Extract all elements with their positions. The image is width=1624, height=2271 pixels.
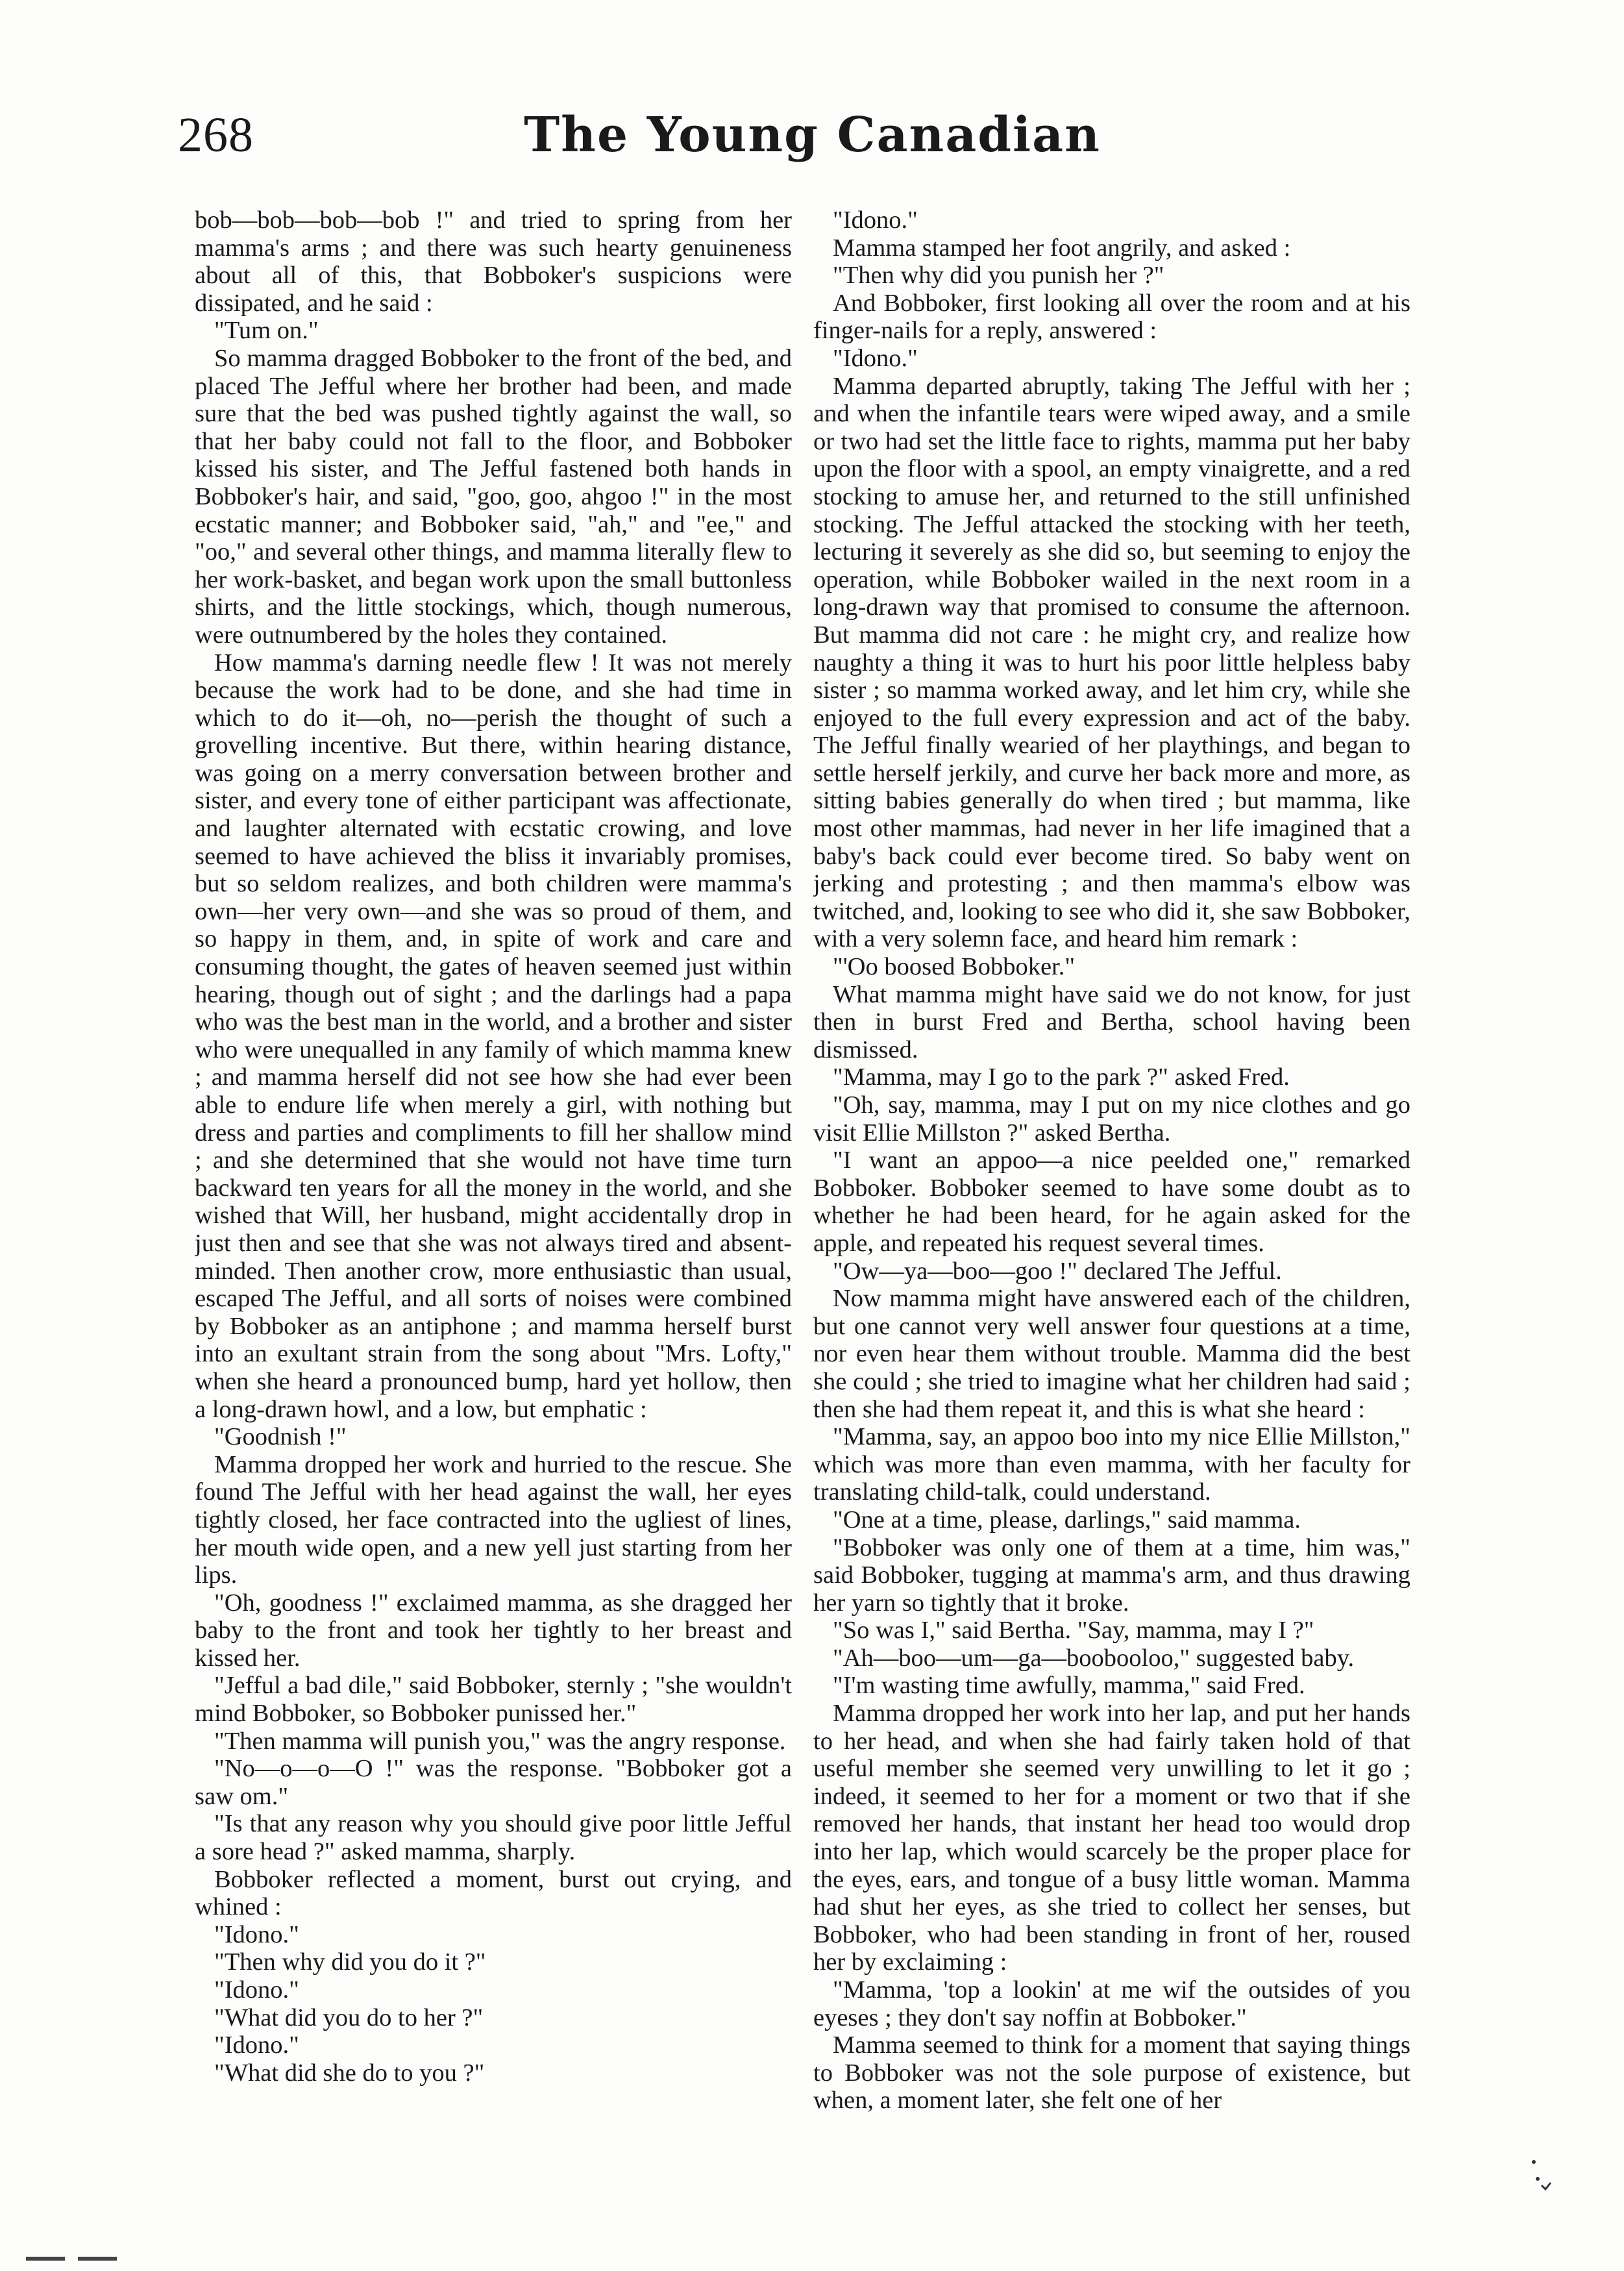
paragraph: Mamma seemed to think for a moment that saying things to Bobboker was not the sole purpose of existence, but when, a moment later, she felt one of her [813, 2031, 1410, 2115]
right-column [813, 206, 1410, 2187]
paragraph: "No—o—o—O !" was the response. "Bobboker got a saw om." [195, 1755, 792, 1810]
paragraph: "Then why did you punish her ?" [833, 262, 1164, 290]
paragraph: "I want an appoo—a nice peelded one," remarked Bobboker. Bobboker seemed to have some doubt as to whether he had been heard, for he again asked for the apple, and repeated his request several times. [813, 1147, 1410, 1257]
paragraph: "Oh, goodness !" exclaimed mamma, as she dragged her baby to the front and took her tightly to her breast and kissed her. [195, 1589, 792, 1672]
paragraph: So mamma dragged Bobboker to the front of the bed, and placed The Jefful where her brother had been, and made sure that the bed was pushed tightly against the wall, so that her baby could not fall to the floor, and Bobboker kissed his sister, and The Jefful fastened both hands in Bobboker's hair, and said, "goo, goo, ahgoo !" in the most ecstatic manner; and Bobboker said, "ah," and "ee," and "oo," and several other things, and mamma literally flew to her work-basket, and began work upon the small buttonless shirts, and the little stockings, which, though numerous, were outnumbered by the holes they contained. [195, 344, 792, 649]
paragraph: Mamma stamped her foot angrily, and asked : [833, 234, 1291, 262]
paragraph: "Ow—ya—boo—goo !" declared The Jefful. [833, 1257, 1282, 1285]
paragraph: "Bobboker was only one of them at a time, him was," said Bobboker, tugging at mamma's arm, and thus drawing her yarn so tightly that it broke. [813, 1533, 1410, 1617]
paragraph: "Then mamma will punish you," was the angry response. [214, 1727, 786, 1755]
paragraph: "Jefful a bad dile," said Bobboker, sternly ; "she wouldn't mind Bobboker, so Bobboker punissed her." [195, 1672, 792, 1728]
paragraph: "Then why did you do it ?" [214, 1948, 486, 1976]
paragraph: "Idono." [214, 1920, 299, 1948]
paragraph: "Mamma, 'top a lookin' at me wif the outsides of you eyeses ; they don't say noffin at Bobboker." [813, 1976, 1410, 2031]
paragraph: "One at a time, please, darlings," said mamma. [833, 1506, 1301, 1533]
paragraph: Mamma departed abruptly, taking The Jefful with her ; and when the infantile tears were wiped away, and a smile or two had set the little face to rights, mamma put her baby upon the floor with a spool, an empty vinaigrette, and a red stocking to amuse her, and returned to the still unfinished stocking. The Jefful attacked the stocking with her teeth, lecturing it severely as she did so, but seeming to enjoy the operation, while Bobboker wailed in the next room in a long-drawn way that promised to consume the afternoon. But mamma did not care : he might cry, and realize how naughty a thing it was to hurt his poor little helpless baby sister ; so mamma worked away, and let him cry, while she enjoyed to the full every expression and act of the baby. The Jefful finally wearied of her playthings, and began to settle herself jerkily, and curve her back more and more, as sitting babies generally do when tired ; but mamma, like most other mammas, had never in her life imagined that a baby's back could ever become tired. So baby went on jerking and protesting ; and then mamma's elbow was twitched, and, looking to see who did it, she saw Bobboker, with a very solemn face, and heard him remark : [813, 372, 1410, 953]
paragraph: Bobboker reflected a moment, burst out crying, and whined : [195, 1865, 792, 1921]
paragraph: What mamma might have said we do not know, for just then in burst Fred and Bertha, school having been dismissed. [813, 980, 1410, 1063]
paragraph: "Is that any reason why you should give poor little Jefful a sore head ?" asked mamma, sharply. [195, 1810, 792, 1866]
paragraph: "Oh, say, mamma, may I put on my nice clothes and go visit Ellie Millston ?" asked Bertha. [813, 1091, 1410, 1147]
page-header [178, 104, 1447, 169]
paragraph: And Bobboker, first looking all over the room and at his finger-nails for a reply, answered : [813, 289, 1410, 345]
paragraph: "What did she do to you ?" [214, 2059, 485, 2087]
paragraph: bob—bob—bob—bob !" and tried to spring from her mamma's arms ; and there was such hearty genuineness about all of this, that Bobboker's suspicions were dissipated, and he said : [195, 206, 792, 317]
paragraph: "Goodnish !" [214, 1423, 347, 1451]
running-head-title: The Young Canadian [524, 107, 1101, 163]
paragraph: How mamma's darning needle flew ! It was not merely because the work had to be done, and she had time in which to do it—oh, no—perish the thought of such a grovelling incentive. But there, within hearing distance, was going on a merry conversation between brother and sister, and every tone of either participant was affectionate, and laughter alternated with ecstatic crowing, and love seemed to have achieved the bliss it invariably promises, but so seldom realizes, and both children were mamma's own—her very own—and she was so proud of them, and so happy in them, and, in spite of work and care and consuming thought, the gates of heaven seemed just within hearing, though out of sight ; and the darlings had a papa who was the best man in the world, and a brother and sister who were unequalled in any family of which mamma knew ; and mamma herself did not see how she had ever been able to endure life when merely a girl, with nothing but dress and parties and compliments to fill her shallow mind ; and she determined that she would not have time turn backward ten years for all the money in the world, and she wished that Will, her husband, might accidentally drop in just then and see that she was not always tired and absent-minded. Then another crow, more enthusiastic than usual, escaped The Jefful, and all sorts of noises were combined by Bobboker as an antiphone ; and mamma herself burst into an exultant strain from the song about "Mrs. Lofty," when she heard a pronounced bump, hard yet hollow, then a long-drawn howl, and a low, but emphatic : [195, 649, 792, 1423]
paragraph: "So was I," said Bertha. "Say, mamma, may I ?" [833, 1617, 1314, 1644]
paragraph: "Idono." [214, 2031, 299, 2059]
paragraph: "Ah—boo—um—ga—boobooloo," suggested baby. [833, 1644, 1355, 1672]
scan-edge-marks [26, 2257, 123, 2261]
paragraph: "Idono." [214, 1976, 299, 2004]
paragraph: Mamma dropped her work into her lap, and put her hands to her head, and when she had fairly taken hold of that useful member she seemed very unwilling to let it go ; indeed, it seemed to her for a moment or two that if she removed her hands, that instant her head too would drop into her lap, which would scarcely be the proper place for the eyes, ears, and tongue of a busy little woman. Mamma had shut her eyes, as she tried to collect her senses, but Bobboker, who had been standing in front of her, roused her by exclaiming : [813, 1700, 1410, 1976]
page-number: 268 [178, 108, 254, 162]
paragraph: "What did you do to her ?" [214, 2004, 484, 2031]
paragraph: Mamma dropped her work and hurried to the rescue. She found The Jefful with her head against the wall, her eyes tightly closed, her face contracted into the ugliest of lines, her mouth wide open, and a new yell just starting from her lips. [195, 1450, 792, 1589]
paragraph: "I'm wasting time awfully, mamma," said Fred. [833, 1672, 1305, 1700]
paragraph: Now mamma might have answered each of the children, but one cannot very well answer four questions at a time, nor even hear them without trouble. Mamma did the best she could ; she tried to imagine what her children had said ; then she had them repeat it, and this is what she heard : [813, 1285, 1410, 1423]
paragraph: "Tum on." [214, 317, 319, 345]
paragraph: "Idono." [833, 344, 918, 372]
left-column [195, 206, 792, 2187]
paragraph: "Idono." [833, 206, 918, 234]
paragraph: "'Oo boosed Bobboker." [833, 953, 1076, 981]
paragraph: "Mamma, say, an appoo boo into my nice Ellie Millston," which was more than even mamma, with her faculty for translating child-talk, could understand. [813, 1423, 1410, 1506]
scan-speck-marks [1529, 2157, 1555, 2193]
paragraph: "Mamma, may I go to the park ?" asked Fred. [833, 1063, 1290, 1091]
